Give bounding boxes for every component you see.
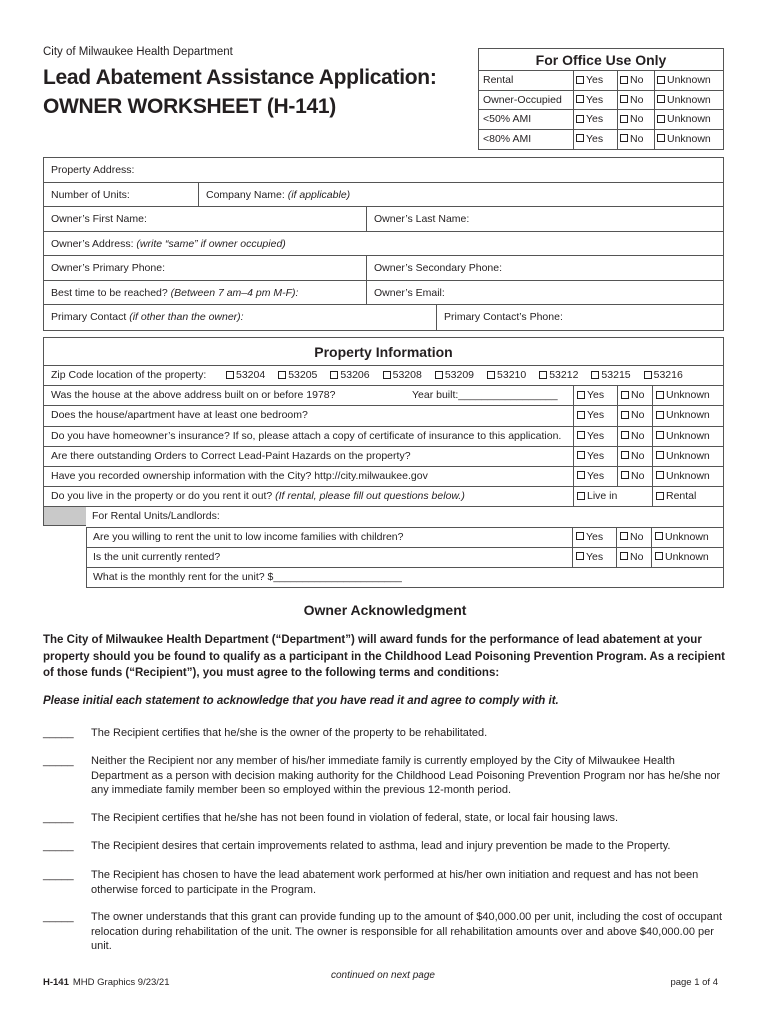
yes-checkbox[interactable]: Yes: [574, 467, 618, 486]
question-row-live-or-rent: [43, 487, 724, 507]
checkbox-icon: [657, 134, 665, 142]
checkbox-icon: [591, 371, 599, 379]
checkbox-icon: [435, 371, 443, 379]
checkbox-icon: [656, 431, 664, 439]
zip-checkbox[interactable]: 53209: [435, 366, 474, 385]
rental-shaded-cell: [43, 507, 86, 526]
live-in-checkbox[interactable]: Live in: [574, 487, 653, 506]
checkbox-icon: [656, 492, 664, 500]
owner-first-name-field[interactable]: Owner’s First Name:: [51, 213, 147, 225]
initial-blank[interactable]: _____: [43, 840, 74, 852]
department-name: City of Milwaukee Health Department: [43, 46, 233, 58]
statement-text: The owner understands that this grant can provide funding up to the amount of $40,000.00 per unit, including the cost of occupant relocation during rehabilitation of the unit. The owner is responsible for all rehabilitation amounts over and above $40,000.00 per unit.: [91, 911, 723, 952]
zip-checkbox[interactable]: 53206: [330, 366, 369, 385]
statement-item: [43, 726, 728, 741]
zip-checkbox[interactable]: 53215: [591, 366, 630, 385]
question-row-orders: [43, 447, 724, 467]
yes-checkbox[interactable]: Yes: [574, 71, 618, 90]
office-row-label: Rental: [479, 71, 574, 90]
checkbox-icon: [278, 371, 286, 379]
office-row-label: <80% AMI: [479, 130, 574, 150]
statement-text: The Recipient has chosen to have the lead abatement work performed at his/her own initiation and request and has not been otherwise forced to participate in the Program.: [91, 869, 699, 896]
primary-contact-field[interactable]: Primary Contact (if other than the owner):: [51, 311, 244, 323]
office-use-title: For Office Use Only: [479, 49, 723, 71]
footer-form-id: H-141 MHD Graphics 9/23/21: [43, 977, 170, 988]
office-row-50-ami: [479, 110, 723, 130]
checkbox-icon: [620, 115, 628, 123]
zip-checkbox[interactable]: 53212: [539, 366, 578, 385]
unknown-checkbox[interactable]: Unknown: [652, 548, 723, 567]
acknowledgment-intro: The City of Milwaukee Health Department (“Department”) will award funds for the performance of lead abatement at your property should you be found to qualify as a participant in the Childhood Lead Poisoning Prevention Program. As a recipient of those funds (“Recipient”), you must agree to the following terms and conditions:: [43, 634, 725, 679]
checkbox-icon: [655, 532, 663, 540]
checkbox-icon: [577, 431, 585, 439]
statement-item: [43, 910, 728, 954]
property-information-section: [43, 337, 724, 588]
checkbox-icon: [656, 411, 664, 419]
rental-questions: [86, 528, 724, 568]
question-row-insurance: [43, 427, 724, 447]
statement-item: [43, 754, 728, 798]
question-label: Do you live in the property or do you rent it out? (If rental, please fill out questions below.): [44, 487, 574, 506]
checkbox-icon: [226, 371, 234, 379]
checkbox-icon: [576, 552, 584, 560]
acknowledgment-title: Owner Acknowledgment: [303, 602, 467, 618]
checkbox-icon: [620, 134, 628, 142]
company-name-field[interactable]: Company Name: (if applicable): [198, 183, 723, 207]
question-label: Does the house/apartment have at least one bedroom?: [44, 406, 574, 425]
unknown-checkbox[interactable]: Unknown: [655, 110, 723, 129]
year-built-field[interactable]: Year built:_________________: [412, 389, 558, 402]
yes-checkbox[interactable]: Yes: [574, 91, 618, 110]
unknown-checkbox[interactable]: Unknown: [653, 447, 723, 466]
question-row-ownership: [43, 467, 724, 487]
owner-primary-phone-field[interactable]: Owner’s Primary Phone:: [51, 262, 165, 274]
question-label: Was the house at the above address built on or before 1978? Year built:_________________: [44, 386, 574, 405]
initial-blank[interactable]: _____: [43, 911, 74, 923]
unknown-checkbox[interactable]: Unknown: [655, 71, 723, 90]
statement-text: The Recipient certifies that he/she has not been found in violation of federal, state, or local fair housing laws.: [91, 812, 619, 824]
owner-secondary-phone-field[interactable]: Owner’s Secondary Phone:: [366, 256, 723, 280]
zip-checkbox[interactable]: 53204: [226, 366, 265, 385]
checkbox-icon: [576, 134, 584, 142]
checkbox-icon: [655, 552, 663, 560]
no-checkbox[interactable]: No: [617, 528, 652, 547]
unknown-checkbox[interactable]: Unknown: [653, 386, 723, 405]
unknown-checkbox[interactable]: Unknown: [652, 528, 723, 547]
office-row-80-ami: [479, 130, 723, 150]
checkbox-icon: [620, 95, 628, 103]
question-label: Is the unit currently rented?: [86, 548, 573, 567]
yes-checkbox[interactable]: Yes: [573, 548, 617, 567]
no-checkbox[interactable]: No: [618, 427, 653, 446]
office-row-rental: [479, 71, 723, 91]
checkbox-icon: [487, 371, 495, 379]
checkbox-icon: [644, 371, 652, 379]
checkbox-icon: [620, 76, 628, 84]
no-checkbox[interactable]: No: [618, 130, 655, 150]
checkbox-icon: [657, 95, 665, 103]
page-title: Lead Abatement Assistance Application:: [43, 66, 437, 89]
zip-checkbox[interactable]: 53216: [644, 366, 683, 385]
checkbox-icon: [539, 371, 547, 379]
no-checkbox[interactable]: No: [618, 447, 653, 466]
yes-checkbox[interactable]: Yes: [574, 447, 618, 466]
no-checkbox[interactable]: No: [618, 467, 653, 486]
office-row-label: <50% AMI: [479, 110, 574, 129]
checkbox-icon: [621, 471, 629, 479]
no-checkbox[interactable]: No: [618, 91, 655, 110]
zip-code-label: Zip Code location of the property:: [51, 369, 207, 381]
zip-checkbox[interactable]: 53208: [383, 366, 422, 385]
unknown-checkbox[interactable]: Unknown: [653, 406, 723, 425]
initial-blank[interactable]: _____: [43, 755, 74, 767]
zip-code-row: [43, 366, 724, 386]
office-use-box: [478, 48, 724, 150]
checkbox-icon: [621, 451, 629, 459]
statement-item: [43, 811, 728, 826]
question-label: Are there outstanding Orders to Correct Lead-Paint Hazards on the property?: [44, 447, 574, 466]
question-row-bedroom: [43, 406, 724, 426]
number-of-units-field[interactable]: Number of Units:: [51, 188, 130, 201]
question-row-currently-rented: [86, 548, 724, 568]
question-row-built-1978: [43, 386, 724, 406]
rental-units-header-row: [43, 507, 724, 527]
no-checkbox[interactable]: No: [618, 71, 655, 90]
no-checkbox[interactable]: No: [618, 406, 653, 425]
checkbox-icon: [576, 532, 584, 540]
zip-checkbox[interactable]: 53205: [278, 366, 317, 385]
checkbox-icon: [330, 371, 338, 379]
checkbox-icon: [620, 552, 628, 560]
page-subtitle: OWNER WORKSHEET (H-141): [43, 95, 336, 118]
zip-checkbox[interactable]: 53210: [487, 366, 526, 385]
question-row-rent-families: [86, 528, 724, 548]
initial-blank[interactable]: _____: [43, 727, 74, 739]
checkbox-icon: [656, 471, 664, 479]
owner-email-field[interactable]: Owner’s Email:: [366, 281, 723, 305]
question-label: Are you willing to rent the unit to low income families with children?: [86, 528, 573, 547]
checkbox-icon: [656, 451, 664, 459]
footer-continued: continued on next page: [331, 970, 435, 981]
unknown-checkbox[interactable]: Unknown: [653, 467, 723, 486]
checkbox-icon: [657, 115, 665, 123]
property-information-title: Property Information: [43, 337, 724, 366]
statement-text: The Recipient desires that certain improvements related to asthma, lead and injury prevention be made to the Property.: [91, 840, 671, 852]
yes-checkbox[interactable]: Yes: [573, 528, 617, 547]
checkbox-icon: [621, 411, 629, 419]
no-checkbox[interactable]: No: [618, 386, 653, 405]
checkbox-icon: [620, 532, 628, 540]
acknowledgment-instruction: Please initial each statement to acknowledge that you have read it and agree to comply with it.: [43, 695, 559, 707]
checkbox-icon: [576, 115, 584, 123]
owner-info-form: [43, 157, 724, 331]
initial-blank[interactable]: _____: [43, 869, 74, 881]
monthly-rent-field[interactable]: What is the monthly rent for the unit? $______________________: [86, 568, 724, 588]
checkbox-icon: [621, 391, 629, 399]
statement-text: The Recipient certifies that he/she is the owner of the property to be rehabilitated.: [91, 727, 488, 739]
checkbox-icon: [577, 411, 585, 419]
checkbox-icon: [621, 431, 629, 439]
yes-checkbox[interactable]: Yes: [574, 386, 618, 405]
checkbox-icon: [383, 371, 391, 379]
unknown-checkbox[interactable]: Unknown: [655, 91, 723, 110]
statement-item: [43, 868, 728, 897]
unknown-checkbox[interactable]: Unknown: [653, 427, 723, 446]
question-label: Have you recorded ownership information with the City? http://city.milwaukee.gov: [44, 467, 574, 486]
checkbox-icon: [577, 391, 585, 399]
no-checkbox[interactable]: No: [618, 110, 655, 129]
checkbox-icon: [656, 391, 664, 399]
checkbox-icon: [576, 76, 584, 84]
yes-checkbox[interactable]: Yes: [574, 427, 618, 446]
no-checkbox[interactable]: No: [617, 548, 652, 567]
checkbox-icon: [576, 95, 584, 103]
initial-blank[interactable]: _____: [43, 812, 74, 824]
best-time-field[interactable]: Best time to be reached? (Between 7 am–4 pm M-F):: [51, 286, 299, 299]
yes-checkbox[interactable]: Yes: [574, 406, 618, 425]
primary-contact-phone-field[interactable]: Primary Contact’s Phone:: [436, 305, 723, 330]
office-row-label: Owner-Occupied: [479, 91, 574, 110]
yes-checkbox[interactable]: Yes: [574, 110, 618, 129]
property-address-field[interactable]: Property Address:: [51, 164, 135, 176]
statement-text: Neither the Recipient nor any member of his/her immediate family is currently employed by the City of Milwaukee Health Department as a person with decision making authority for the Childhood Lead Poisoning Prevention Program nor has he/she nor any immediate family member been so employed within the previous 12-month period.: [91, 755, 721, 796]
yes-checkbox[interactable]: Yes: [574, 130, 618, 150]
owner-last-name-field[interactable]: Owner’s Last Name:: [366, 207, 723, 231]
statement-item: [43, 839, 728, 854]
owner-address-field[interactable]: Owner’s Address: (write “same” if owner occupied): [51, 237, 286, 250]
checkbox-icon: [577, 451, 585, 459]
unknown-checkbox[interactable]: Unknown: [655, 130, 723, 150]
footer-page-number: page 1 of 4: [670, 977, 718, 988]
checkbox-icon: [657, 76, 665, 84]
office-row-owner-occupied: [479, 91, 723, 111]
rental-units-header: For Rental Units/Landlords:: [86, 507, 724, 527]
rental-checkbox[interactable]: Rental: [653, 487, 723, 506]
checkbox-icon: [577, 492, 585, 500]
checkbox-icon: [577, 471, 585, 479]
question-label: Do you have homeowner’s insurance? If so, please attach a copy of certificate of insurance to this application.: [44, 427, 574, 446]
